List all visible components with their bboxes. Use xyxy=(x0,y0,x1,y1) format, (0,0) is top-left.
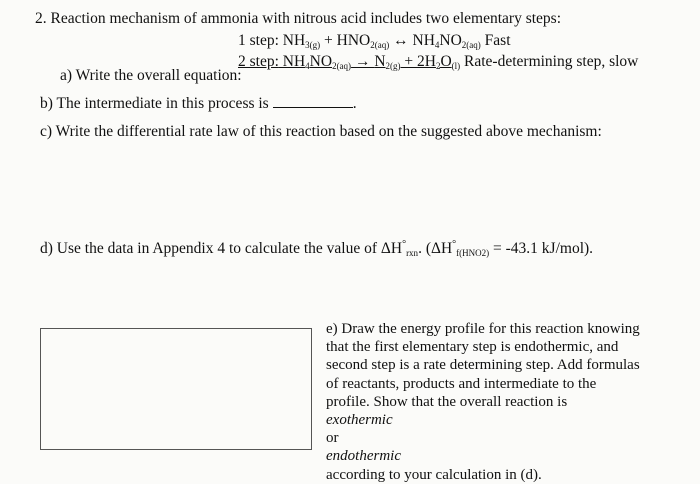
standard-symbol: ° xyxy=(402,239,407,250)
step-1-label: 1 step: xyxy=(238,32,279,49)
part-b-period: . xyxy=(352,95,357,112)
product-ammonium-nitrite: NH xyxy=(412,32,435,49)
product-ammonium-nitrite-b: NO xyxy=(439,32,462,49)
part-a-prompt: a) Write the overall equation: xyxy=(60,67,242,84)
subscript: 2(aq) xyxy=(370,40,390,50)
subscript: 3(g) xyxy=(305,40,321,50)
part-e-text: profile. Show that the overall reaction is xyxy=(326,393,568,410)
part-e-line xyxy=(326,429,671,484)
answer-blank[interactable] xyxy=(273,95,353,108)
subscript: 2(aq) xyxy=(332,61,352,71)
reactant-ammonium-nitrite-b: NO xyxy=(309,53,333,70)
step-2-label: 2 step: xyxy=(238,53,279,70)
part-b-text: b) The intermediate in this process is xyxy=(40,95,269,112)
step-1-equation xyxy=(238,32,511,54)
step-2-underlined xyxy=(238,53,460,70)
part-d-prompt xyxy=(40,236,593,262)
part-e-line: of reactants, products and intermediate to the xyxy=(326,375,597,392)
product-water: + 2H xyxy=(400,53,436,70)
subscript-rxn: rxn xyxy=(406,248,419,259)
plus-sign: + xyxy=(320,32,337,49)
part-e-prompt xyxy=(326,320,671,484)
part-c-prompt: c) Write the differential rate law of this reaction based on the suggested above mechanism: xyxy=(40,123,602,140)
equilibrium-arrow: ↔ xyxy=(389,32,413,49)
reactant-ammonia: NH xyxy=(282,32,306,49)
reactant-nitrous-acid: HNO xyxy=(336,32,371,49)
product-nitrogen: N xyxy=(374,53,386,70)
subscript: 2(g) xyxy=(385,61,401,71)
question-header: 2. Reaction mechanism of ammonia with nitrous acid includes two elementary steps: xyxy=(35,10,562,27)
subscript: 2 xyxy=(435,61,441,71)
part-e-line: second step is a rate determining step. Add formulas xyxy=(326,357,640,374)
part-e-line: e) Draw the energy profile for this reaction knowing xyxy=(326,321,640,337)
step-1-note: Fast xyxy=(480,32,511,49)
endothermic-term: endothermic xyxy=(326,448,401,465)
reaction-arrow: → xyxy=(351,53,375,70)
subscript-formation: f(HNO2) xyxy=(456,248,490,259)
standard-symbol: ° xyxy=(452,239,457,250)
exothermic-term: exothermic xyxy=(326,412,393,429)
part-d-text-2: . (ΔH xyxy=(418,240,453,258)
part-e-line: that the first elementary step is endothermic, and xyxy=(326,339,619,356)
step-2-note: Rate-determining step, slow xyxy=(460,53,639,70)
part-e-text: according to your calculation in (d). xyxy=(326,466,542,483)
reactant-ammonium-nitrite: NH xyxy=(278,53,306,70)
subscript: 4 xyxy=(305,61,310,71)
part-e-text: or xyxy=(326,430,339,447)
product-water-b: O xyxy=(440,53,452,70)
part-d-text: d) Use the data in Appendix 4 to calculate the value of ΔH xyxy=(40,240,403,258)
subscript: 4 xyxy=(434,40,440,50)
subscript: (l) xyxy=(451,61,461,71)
part-e-line xyxy=(326,393,671,429)
energy-profile-drawing-box[interactable] xyxy=(40,328,312,450)
part-d-value: = -43.1 kJ/mol). xyxy=(489,240,594,258)
step-2-equation xyxy=(238,53,638,75)
subscript: 2(aq) xyxy=(461,40,481,50)
part-b-prompt xyxy=(40,95,357,113)
